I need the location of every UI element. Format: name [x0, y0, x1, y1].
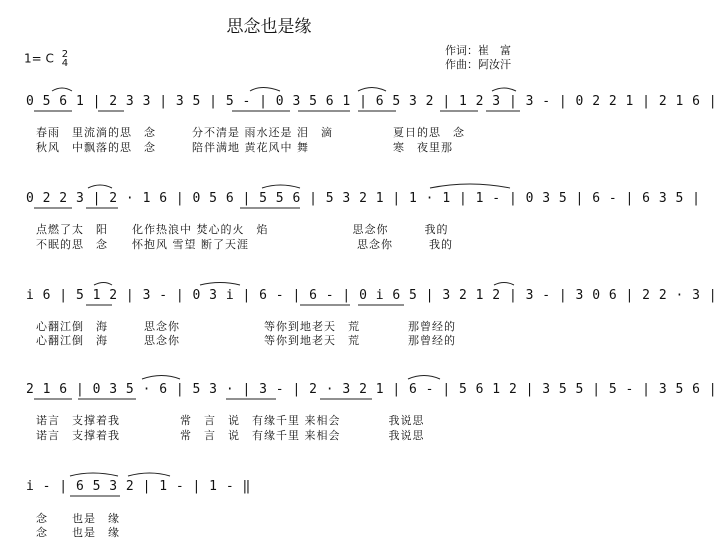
meter-top: 2	[61, 49, 69, 60]
lyric-row-5-verse-2: 念 也是 缘	[36, 526, 120, 539]
notation-row-3: i 6 | 5 1 2 | 3 - | 0 3 i | 6 - | 6 - | 0 i 6 5 | 3 2 1 2 | 3 - | 3 0 6 | 2 2 · 3 |	[26, 288, 717, 303]
lyric-row-4-verse-1: 诺言 支撑着我 常 言 说 有缘千里 来相会 我说思	[36, 414, 425, 427]
song-title: 思念也是缘	[226, 17, 312, 37]
notation-row-2: 0 2 2 3 | 2 · 1 6 | 0 5 6 | 5 5 6 | 5 3 2 1 | 1 · 1 | 1 - | 0 3 5 | 6 - | 6 3 5 |	[26, 191, 701, 206]
lyric-row-5-verse-1: 念 也是 缘	[36, 512, 120, 525]
lyricist-credit: 作词：崔 富	[445, 44, 511, 57]
lyric-row-3-verse-1: 心翻江倒 海 思念你 等你到地老天 荒 那曾经的	[36, 320, 456, 333]
lyric-row-3-verse-2: 心翻江倒 海 思念你 等你到地老天 荒 那曾经的	[36, 334, 456, 347]
time-signature	[62, 50, 68, 68]
notation-row-1: 0 5 6 1 | 2 3 3 | 3 5 | 5 - | 0 3 5 6 1 | 6 5 3 2 | 1 2 3 | 3 - | 0 2 2 1 | 2 1 6 |	[26, 94, 717, 109]
lyric-row-4-verse-2: 诺言 支撑着我 常 言 说 有缘千里 来相会 我说思	[36, 429, 425, 442]
notation-row-4: 2 1 6 | 0 3 5 · 6 | 5 3 · | 3 - | 2 · 3 2 1 | 6 - | 5 6 1 2 | 3 5 5 | 5 - | 3 5 6 |	[26, 382, 717, 397]
lyric-row-2-verse-1: 点燃了太 阳 化作热浪中 焚心的火 焰 思念你 我的	[36, 223, 449, 236]
lyric-row-2-verse-2: 不眠的思 念 怀抱风 雪望 断了天涯 思念你 我的	[36, 238, 453, 251]
meter-bottom: 4	[61, 58, 69, 69]
lyric-row-1-verse-1: 春雨 里流淌的思 念 分不清是 雨水还是 泪 滴 夏日的思 念	[36, 126, 465, 139]
composer-credit: 作曲：阿汝汗	[445, 58, 511, 71]
key-signature	[24, 50, 68, 68]
key-label: 1= C	[24, 51, 54, 66]
lyric-row-1-verse-2: 秋风 中飘落的思 念 陪伴满地 黄花风中 舞 寒 夜里那	[36, 141, 453, 154]
notation-row-5: i - | 6 5 3 2 | 1 - | 1 - ‖	[26, 479, 251, 494]
